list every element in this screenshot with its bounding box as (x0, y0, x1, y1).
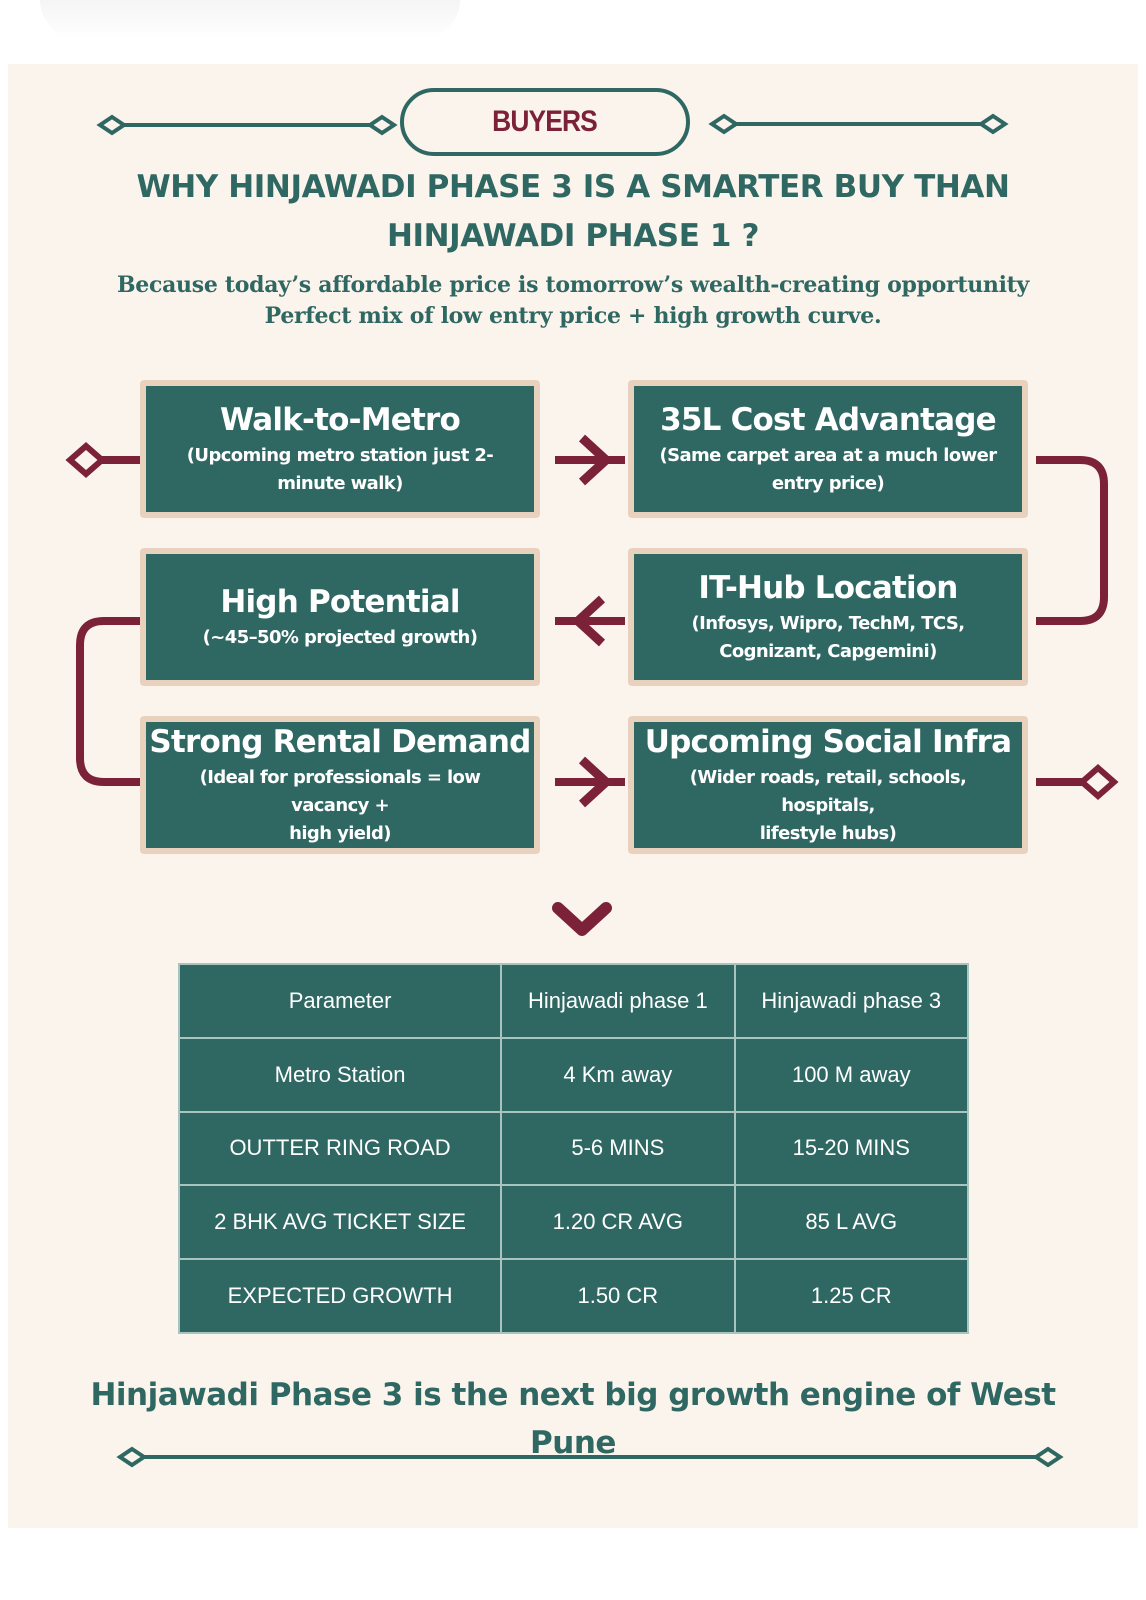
diamond-icon (981, 116, 1005, 132)
card-title: Strong Rental Demand (149, 724, 531, 760)
card-subtitle (187, 442, 493, 498)
card-subtitle (160, 764, 520, 848)
table-cell: 1.25 CR (735, 1259, 968, 1333)
table-cell: 1.50 CR (501, 1259, 734, 1333)
comparison-table (178, 963, 969, 1334)
card-walk-to-metro (140, 380, 540, 518)
table-row (179, 1112, 968, 1186)
card-subtitle-line1: (Same carpet area at a much lower (659, 445, 997, 466)
table-header-cell: Parameter (179, 964, 501, 1038)
buyers-badge (400, 88, 690, 156)
footer-tagline: Hinjawadi Phase 3 is the next big growth engine of West Pune (90, 1377, 1056, 1461)
subtitle (60, 270, 1086, 332)
page-title-line1: WHY HINJAWADI PHASE 3 IS A SMARTER BUY THAN (136, 169, 1010, 205)
chevron-down-icon (558, 908, 606, 930)
card-strong-rental-demand (140, 716, 540, 854)
loop-connector-left (80, 621, 140, 782)
subtitle-line2: Perfect mix of low entry price + high growth curve. (264, 303, 882, 329)
card-title: Walk-to-Metro (220, 402, 460, 438)
card-subtitle-line1: (Upcoming metro station just 2- (186, 445, 494, 466)
table-header-row (179, 964, 968, 1038)
card-subtitle-line1: (~45–50% projected growth) (202, 627, 478, 648)
table-cell: 100 M away (735, 1038, 968, 1112)
card-subtitle-line2: high yield) (289, 823, 391, 844)
card-subtitle (659, 442, 996, 498)
card-subtitle (692, 610, 965, 666)
card-subtitle-line1: (Ideal for professionals = low vacancy + (199, 767, 481, 816)
table-header-cell: Hinjawadi phase 3 (735, 964, 968, 1038)
card-subtitle-line2: entry price) (771, 473, 885, 494)
table-cell: 5-6 MINS (501, 1112, 734, 1186)
table-cell: OUTTER RING ROAD (179, 1112, 501, 1186)
diamond-icon (100, 117, 124, 133)
page-title (60, 163, 1086, 261)
diamond-icon (370, 117, 394, 133)
diamond-icon (712, 116, 736, 132)
table-cell: 15-20 MINS (735, 1112, 968, 1186)
card-title: Upcoming Social Infra (644, 724, 1012, 760)
buyers-badge-label: BUYERS (492, 105, 598, 138)
card-it-hub-location (628, 548, 1028, 686)
table-cell: 1.20 CR AVG (501, 1185, 734, 1259)
card-high-potential (140, 548, 540, 686)
card-social-infra (628, 716, 1028, 854)
table-row (179, 1259, 968, 1333)
card-subtitle (648, 764, 1008, 848)
card-cost-advantage (628, 380, 1028, 518)
diamond-icon (1082, 768, 1114, 796)
card-subtitle-line1: (Wider roads, retail, schools, hospitals, (689, 767, 967, 816)
loop-connector-right (1036, 460, 1104, 621)
table-cell: 2 BHK AVG TICKET SIZE (179, 1185, 501, 1259)
table-header-cell: Hinjawadi phase 1 (501, 964, 734, 1038)
table-cell: EXPECTED GROWTH (179, 1259, 501, 1333)
card-subtitle-line2: Cognizant, Capgemini) (719, 641, 937, 662)
card-title: IT-Hub Location (698, 570, 958, 606)
table-cell: 85 L AVG (735, 1185, 968, 1259)
table-cell: 4 Km away (501, 1038, 734, 1112)
card-subtitle (203, 624, 478, 652)
card-subtitle-line1: (Infosys, Wipro, TechM, TCS, (691, 613, 965, 634)
table-row (179, 1038, 968, 1112)
diamond-icon (70, 446, 102, 474)
table-cell: Metro Station (179, 1038, 501, 1112)
card-subtitle-line2: lifestyle hubs) (759, 823, 897, 844)
card-subtitle-line2: minute walk) (277, 473, 403, 494)
subtitle-line1: Because today’s affordable price is tomorrow’s wealth-creating opportunity (117, 272, 1029, 298)
card-title: High Potential (220, 584, 460, 620)
card-title: 35L Cost Advantage (660, 402, 996, 438)
table-row (179, 1185, 968, 1259)
page-title-line2: HINJAWADI PHASE 1 ? (386, 218, 760, 254)
